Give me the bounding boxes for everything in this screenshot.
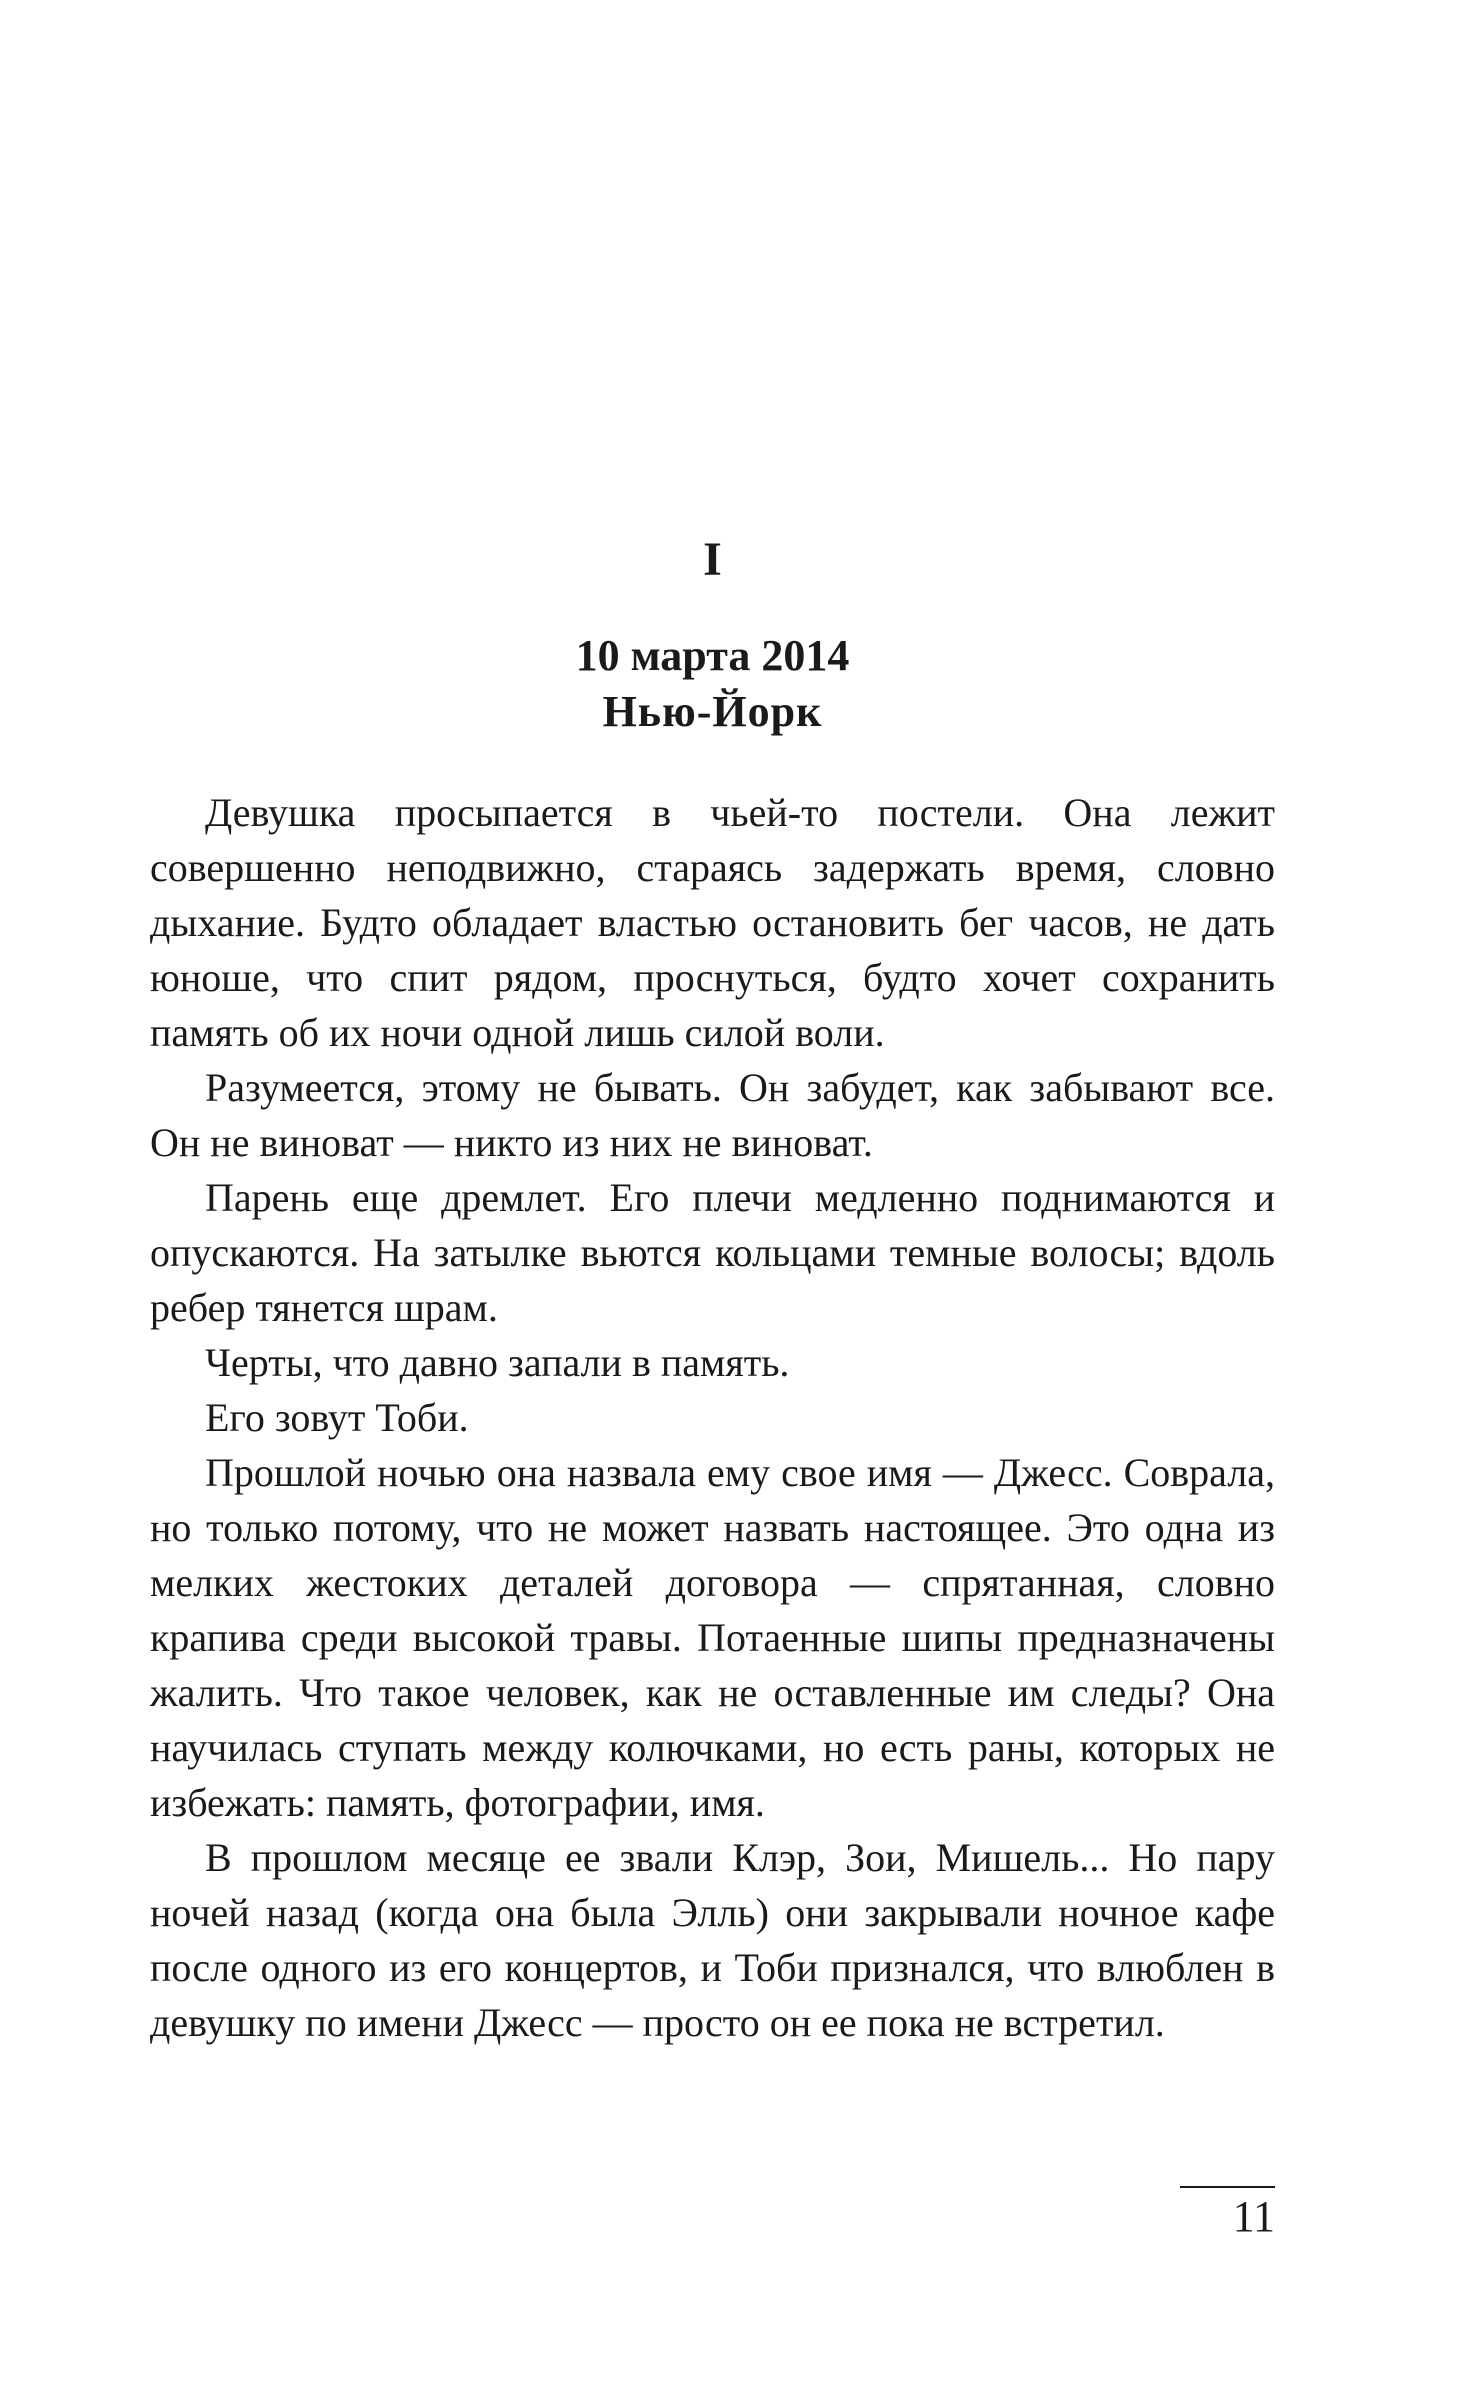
page-number: 11 [1232, 2192, 1275, 2241]
paragraph: Парень еще дремлет. Его плечи медленно поднимаются и опускаются. На затылке вьются кольцами темные волосы; вдоль ребер тянется шрам. [150, 1175, 1275, 1330]
body-text [150, 785, 1275, 2050]
paragraph: Его зовут Тоби. [205, 1395, 469, 1440]
paragraph: Черты, что давно запали в память. [205, 1340, 790, 1385]
paragraph: Девушка просыпается в чьей-то постели. Она лежит совершенно неподвижно, стараясь задержать время, словно дыхание. Будто обладает властью остановить бег часов, не дать юноше, что спит рядом, проснуться, будто хочет сохранить память об их ночи одной лишь силой воли. [150, 790, 1275, 1055]
part-number: I [703, 533, 722, 586]
page-number-rule [1180, 2186, 1275, 2188]
chapter-date: 10 марта 2014 [575, 631, 850, 680]
paragraph: В прошлом месяце ее звали Клэр, Зои, Мишель... Но пару ночей назад (когда она была Элль) они закрывали ночное кафе после одного из его концертов, и Тоби признался, что влюблен в девушку по имени Джесс — просто он ее пока не встретил. [150, 1835, 1275, 2045]
paragraph: Прошлой ночью она назвала ему свое имя — Джесс. Соврала, но только потому, что не может назвать настоящее. Это одна из мелких жестоких деталей договора — спрятанная, словно крапива среди высокой травы. Потаенные шипы предназначены жалить. Что такое человек, как не оставленные им следы? Она научилась ступать между колючками, но есть раны, которых не избежать: память, фотографии, имя. [150, 1450, 1275, 1825]
paragraph: Разумеется, этому не бывать. Он забудет, как забывают все. Он не виноват — никто из них не виноват. [150, 1065, 1275, 1165]
chapter-place: Нью-Йорк [602, 687, 823, 736]
